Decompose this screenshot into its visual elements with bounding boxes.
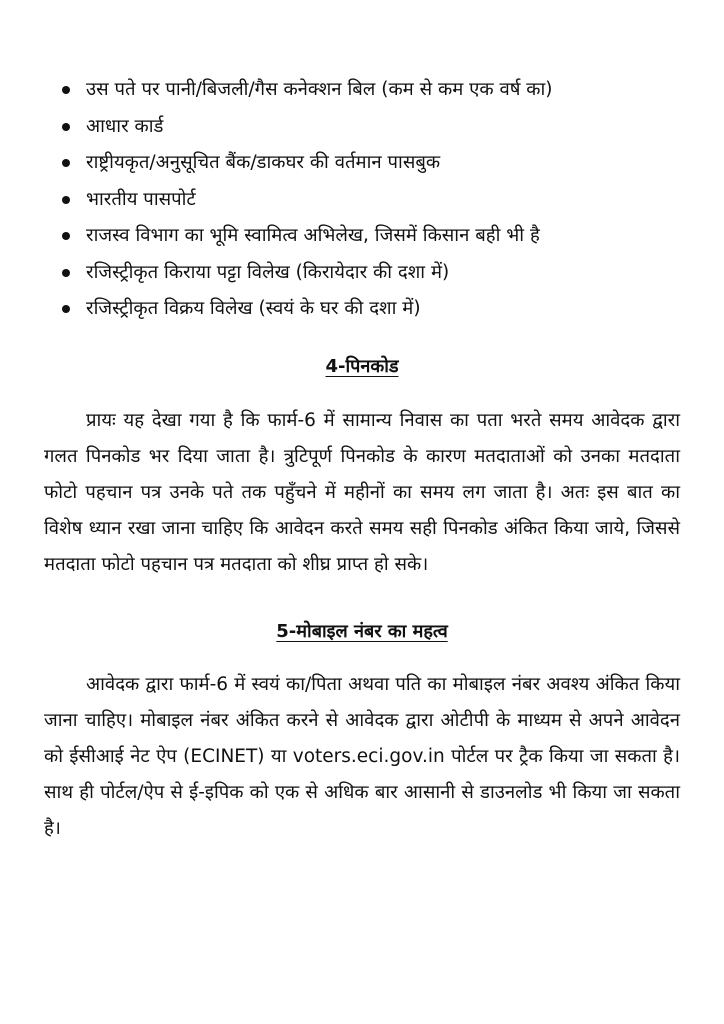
bullet-icon [62, 232, 70, 240]
bullet-icon [62, 269, 70, 277]
list-item-text: भारतीय पासपोर्ट [86, 188, 196, 210]
list-item-text: राजस्व विभाग का भूमि स्वामित्व अभिलेख, जिसमें किसान बही भी है [86, 225, 540, 246]
document-list [44, 72, 680, 328]
list-item-text: रजिस्ट्रीकृत किराया पट्टा विलेख (किरायेदार की दशा में) [86, 261, 450, 283]
list-item [44, 72, 680, 109]
list-item-text: उस पते पर पानी/बिजली/गैस कनेक्शन बिल (कम से कम एक वर्ष का) [86, 79, 553, 100]
bullet-icon [62, 196, 70, 204]
bullet-icon [62, 123, 70, 131]
bullet-icon [62, 159, 70, 167]
list-item-text: आधार कार्ड [86, 115, 164, 137]
list-item [44, 145, 680, 182]
bullet-icon [62, 86, 70, 94]
section-4-heading: 4-पिनकोड [325, 355, 399, 377]
list-item-text: राष्ट्रीयकृत/अनुसूचित बैंक/डाकघर की वर्तमान पासबुक [86, 152, 441, 173]
bullet-icon [62, 305, 70, 313]
list-item [44, 255, 680, 292]
list-item [44, 291, 680, 328]
list-item [44, 109, 680, 146]
section-4-paragraph: प्रायः यह देखा गया है कि फार्म-6 में सामान्य निवास का पता भरते समय आवेदक द्वारा गलत पिनकोड भर दिया जाता है। त्रुटिपूर्ण पिनकोड के कारण मतदाताओं को उनका मतदाता फोटो पहचान पत्र उनके पते तक पहुँचने में महीनों का समय लग जाता है। अतः इस बात का विशेष ध्यान रखा जाना चाहिए कि आवेदन करते समय सही पिनकोड अंकित किया जाये, जिससे मतदाता फोटो पहचान पत्र मतदाता को शीघ्र प्राप्त हो सके। [44, 409, 680, 575]
list-item [44, 182, 680, 219]
list-item-text: रजिस्ट्रीकृत विक्रय विलेख (स्वयं के घर की दशा में) [86, 298, 421, 319]
list-item [44, 218, 680, 255]
section-5-heading: 5-मोबाइल नंबर का महत्व [276, 620, 448, 642]
section-5-paragraph: आवेदक द्वारा फार्म-6 में स्वयं का/पिता अथवा पति का मोबाइल नंबर अवश्य अंकित किया जाना चाहिए। मोबाइल नंबर अंकित करने से आवेदक द्वारा ओटीपी के माध्यम से अपने आवेदन को ईसीआई नेट ऐप (ECINET) या voters.eci.gov.in पोर्टल पर ट्रैक किया जा सकता है। साथ ही पोर्टल/ऐप से ई-इपिक को एक से अधिक बार आसानी से डाउनलोड भी किया जा सकता है। [44, 673, 680, 839]
